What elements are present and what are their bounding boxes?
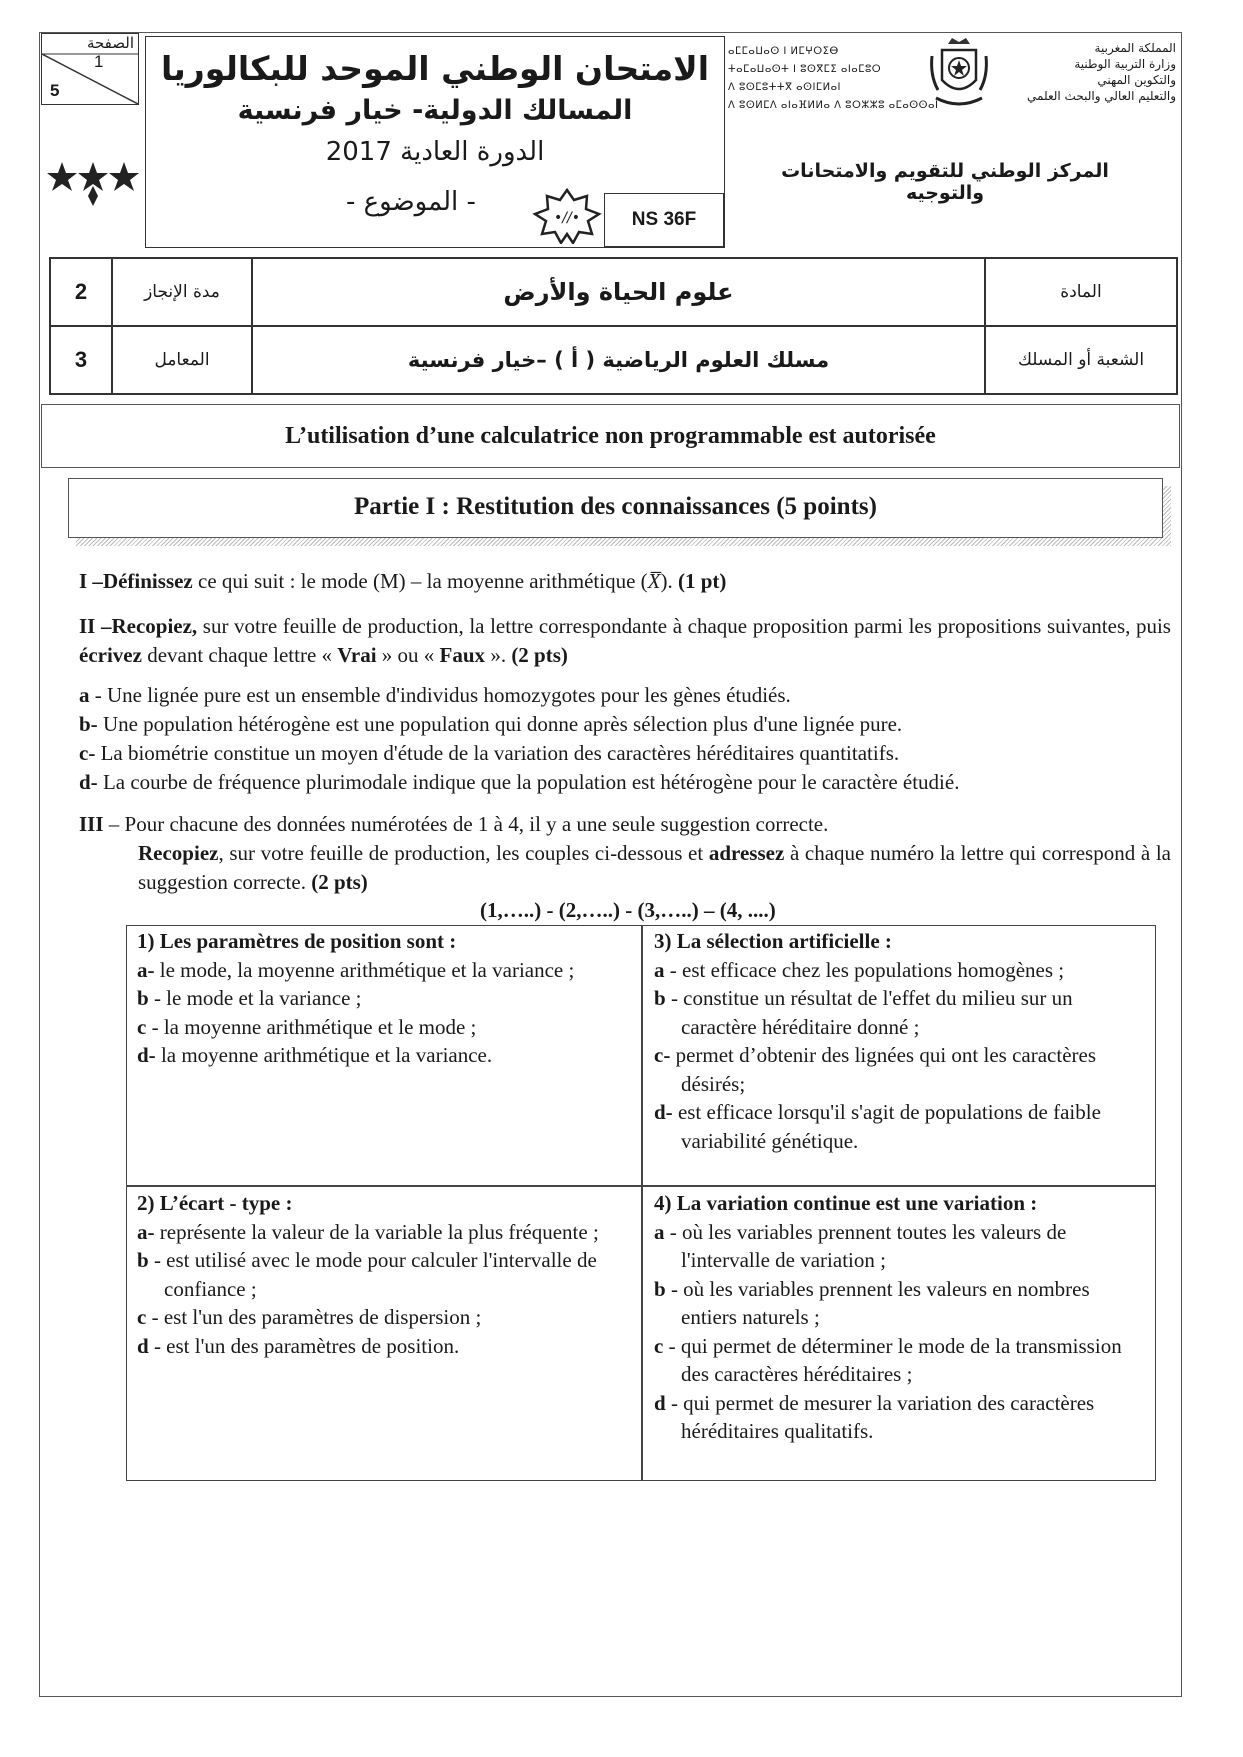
option-letter: d- xyxy=(654,1100,673,1124)
option-text: - la moyenne arithmétique et le mode ; xyxy=(146,1014,477,1039)
star-seal-icon xyxy=(532,188,602,244)
page-number-box xyxy=(41,33,139,105)
q3-intro: – Pour chacune des données numérotées de 1 à 4, il y a une seule suggestion correcte. xyxy=(103,812,829,836)
exam-code: NS 36F xyxy=(604,193,724,247)
ministry-line-1: المملكة المغربية xyxy=(1094,41,1176,55)
proposition-letter: b- xyxy=(79,712,98,736)
qcm-cell-2 xyxy=(137,1189,627,1360)
proposition-text: La courbe de fréquence plurimodale indique que la population est hétérogène pour le caractère étudié. xyxy=(102,770,960,794)
qcm-question-title: 3) La sélection artificielle : xyxy=(654,929,892,953)
proposition-sep: - xyxy=(89,683,107,707)
ministry-line-3: والتكوين المهني xyxy=(1097,73,1176,87)
option-letter: b xyxy=(654,986,666,1010)
proposition-c xyxy=(79,739,959,768)
qcm-option xyxy=(137,1246,627,1303)
option-text: - qui permet de mesurer la variation des caractères héréditaires qualitatifs. xyxy=(665,1390,1095,1443)
subject-table xyxy=(49,257,1178,395)
option-letter: c xyxy=(137,1305,147,1329)
question-3-intro xyxy=(79,810,828,839)
q2-verb2: écrivez xyxy=(79,643,142,667)
page-label: الصفحة xyxy=(86,34,134,52)
qcm-question-title: 2) L’écart - type : xyxy=(137,1191,293,1215)
option-text: - où les variables prennent les valeurs en nombres entiers naturels ; xyxy=(665,1276,1090,1329)
option-text: la moyenne arithmétique et la variance. xyxy=(155,1043,493,1067)
qcm-horizontal-divider xyxy=(127,1185,1155,1187)
q2-num: II – xyxy=(79,614,112,638)
q1-text: ce qui suit : le mode (M) – la moyenne arithmétique ( xyxy=(192,569,648,593)
proposition-letter: d- xyxy=(79,770,98,794)
q1-verb: Définissez xyxy=(102,569,193,593)
qcm-question-title: 4) La variation continue est une variation : xyxy=(654,1191,1038,1215)
option-letter: a xyxy=(654,957,665,982)
option-text: permet d’obtenir des lignées qui ont les caractères désirés; xyxy=(670,1043,1096,1096)
q1-num: I – xyxy=(79,569,103,593)
q2-propositions xyxy=(79,681,959,797)
option-letter: b xyxy=(137,986,149,1010)
qcm-option xyxy=(137,1332,627,1361)
qcm-option xyxy=(137,1303,627,1332)
ministry-block xyxy=(990,40,1176,104)
subject-label: المادة xyxy=(985,258,1177,326)
option-letter: c xyxy=(137,1014,147,1039)
proposition-letter: a xyxy=(79,683,90,707)
qcm-option xyxy=(654,984,1144,1041)
qcm-option xyxy=(654,1332,1144,1389)
option-text: - est l'un des paramètres de dispersion ; xyxy=(146,1305,482,1329)
part1-title: Partie I : Restitution des connaissances (5 points) xyxy=(68,478,1163,538)
proposition-b xyxy=(79,710,959,739)
seal-text: •//• xyxy=(554,210,580,226)
ministry-line-2: وزارة التربية الوطنية xyxy=(1074,57,1176,71)
option-letter: a- xyxy=(137,957,155,982)
ministry-line-4: والتعليم العالي والبحث العلمي xyxy=(1027,89,1176,103)
q3-verb: Recopiez xyxy=(138,841,219,865)
option-text: - est efficace chez les populations homogènes ; xyxy=(664,957,1065,982)
q2-vrai: Vrai xyxy=(337,643,377,667)
qcm-option xyxy=(137,984,627,1013)
q2-verb: Recopiez, xyxy=(111,614,198,638)
q3-text: , sur votre feuille de production, les couples ci-dessous et xyxy=(218,841,709,865)
q3-num: III xyxy=(79,812,104,836)
qcm-option xyxy=(654,1275,1144,1332)
q2-text2: devant chaque lettre « xyxy=(141,643,338,667)
three-stars-icon xyxy=(46,148,142,208)
option-letter: d xyxy=(137,1333,149,1358)
option-letter: c xyxy=(654,1333,664,1358)
option-text: - le mode et la variance ; xyxy=(148,986,362,1010)
duration-label: مدة الإنجاز xyxy=(112,258,252,326)
qcm-option xyxy=(654,1218,1144,1275)
question-2 xyxy=(79,612,1171,670)
proposition-text: Une lignée pure est un ensemble d'individus homozygotes pour les gènes étudiés. xyxy=(107,683,791,707)
option-letter: c- xyxy=(654,1043,671,1067)
coat-of-arms-icon xyxy=(928,36,990,112)
q2-faux: Faux xyxy=(439,643,486,667)
option-text: - constitue un résultat de l'effet du milieu sur un caractère héréditaire donné ; xyxy=(665,986,1073,1039)
q2-points: (2 pts) xyxy=(506,643,568,667)
evaluation-center: المركز الوطني للتقويم والامتحانات والتوجيه xyxy=(781,160,1109,204)
qcm-option xyxy=(654,1041,1144,1098)
qcm-option xyxy=(137,1041,627,1070)
question-3 xyxy=(138,839,1171,897)
option-letter: a xyxy=(654,1219,665,1244)
duration-value: 2 xyxy=(50,258,112,326)
proposition-text: Une population hétérogène est une population qui donne après sélection plus d'une lignée pure. xyxy=(102,712,903,736)
page-total: 5 xyxy=(50,81,60,100)
exam-track: المسالك الدولية- خيار فرنسية xyxy=(237,95,633,126)
option-letter: b xyxy=(654,1276,666,1301)
option-text: - qui permet de déterminer le mode de la transmission des caractères héréditaires ; xyxy=(663,1333,1122,1386)
qcm-vertical-divider xyxy=(641,926,643,1480)
option-text: le mode, la moyenne arithmétique et la variance ; xyxy=(154,957,575,982)
option-letter: a- xyxy=(137,1219,155,1244)
tifinagh-line-4: ⴷ ⵓⵙⵍⵎⴷ ⴰⵏⴰⴼⵍⵍⴰ ⴷ ⵓⵔⵣⵣⵓ ⴰⵎⴰⵙⵙⴰⵏ xyxy=(728,100,939,111)
qcm-option xyxy=(654,956,1144,985)
coefficient-value: 3 xyxy=(50,326,112,394)
q2-end: ». xyxy=(485,643,507,667)
branch-name: مسلك العلوم الرياضية ( أ ) –خيار فرنسية xyxy=(252,326,985,394)
subject-name: علوم الحياة والأرض xyxy=(252,258,985,326)
answer-pairs: (1,…..) - (2,…..) - (3,…..) – (4, ....) xyxy=(480,898,776,922)
tifinagh-line-1: ⴰⵎⵎⴰⵡⴰⵙ ⵏ ⵍⵎⵖⵔⵉⴱ xyxy=(728,46,839,57)
q2-text: sur votre feuille de production, la lettre correspondante à chaque proposition parmi les propositions suivantes, puis xyxy=(197,614,1171,638)
q3-points: (2 pts) xyxy=(305,870,368,894)
branch-label: الشعبة أو المسلك xyxy=(985,326,1177,394)
coefficient-label: المعامل xyxy=(112,326,252,394)
q1-text-end: ). xyxy=(660,569,673,593)
option-text: est efficace lorsqu'il s'agit de populations de faible variabilité génétique. xyxy=(672,1100,1101,1153)
qcm-cell-1 xyxy=(137,927,627,1070)
proposition-text: La biométrie constitue un moyen d'étude de la variation des caractères héréditaires quantitatifs. xyxy=(100,741,900,765)
exam-session: الدورة العادية 2017 xyxy=(325,137,545,167)
q3-text2: à chaque numéro la lettre qui correspond à la suggestion correcte. xyxy=(138,841,1171,894)
tifinagh-line-3: ⴷ ⵓⵙⵎⵓⵜⵜⴳ ⴰⵙⵏⵎⵍⴰⵏ xyxy=(728,82,842,93)
qcm-option xyxy=(654,1098,1144,1155)
qcm-cell-4 xyxy=(654,1189,1144,1446)
option-text: - est l'un des paramètres de position. xyxy=(148,1333,460,1358)
qcm-table xyxy=(126,925,1156,1481)
q3-verb2: adressez xyxy=(708,841,785,865)
option-text: - où les variables prennent toutes les valeurs de l'intervalle de variation ; xyxy=(664,1219,1067,1272)
exam-title: الامتحان الوطني الموحد للبكالوريا xyxy=(160,49,710,88)
option-text: représente la valeur de la variable la plus fréquente ; xyxy=(154,1219,599,1244)
q1-points: (1 pt) xyxy=(672,569,727,593)
option-text: - est utilisé avec le mode pour calculer l'intervalle de confiance ; xyxy=(148,1248,597,1301)
proposition-letter: c- xyxy=(79,741,96,765)
proposition-d xyxy=(79,768,959,797)
question-1 xyxy=(79,567,1171,596)
proposition-a xyxy=(79,681,959,710)
subject-marker: - الموضوع - xyxy=(346,187,476,217)
qcm-option xyxy=(137,1013,627,1042)
qcm-question-title: 1) Les paramètres de position sont : xyxy=(137,929,457,953)
qcm-option xyxy=(137,956,627,985)
qcm-cell-3 xyxy=(654,927,1144,1155)
mean-symbol: X̅ xyxy=(647,569,661,593)
page-current: 1 xyxy=(94,52,104,71)
option-letter: b xyxy=(137,1248,149,1272)
qcm-option xyxy=(654,1389,1144,1446)
qcm-option xyxy=(137,1218,627,1247)
calculator-note: L’utilisation d’une calculatrice non programmable est autorisée xyxy=(41,404,1180,468)
tifinagh-line-2: ⵜⴰⵎⴰⵡⴰⵙⵜ ⵏ ⵓⵙⴳⵎⵉ ⴰⵏⴰⵎⵓⵔ xyxy=(728,64,882,75)
option-letter: d xyxy=(654,1390,666,1415)
option-letter: d- xyxy=(137,1043,156,1067)
q2-mid: » ou « xyxy=(376,643,440,667)
